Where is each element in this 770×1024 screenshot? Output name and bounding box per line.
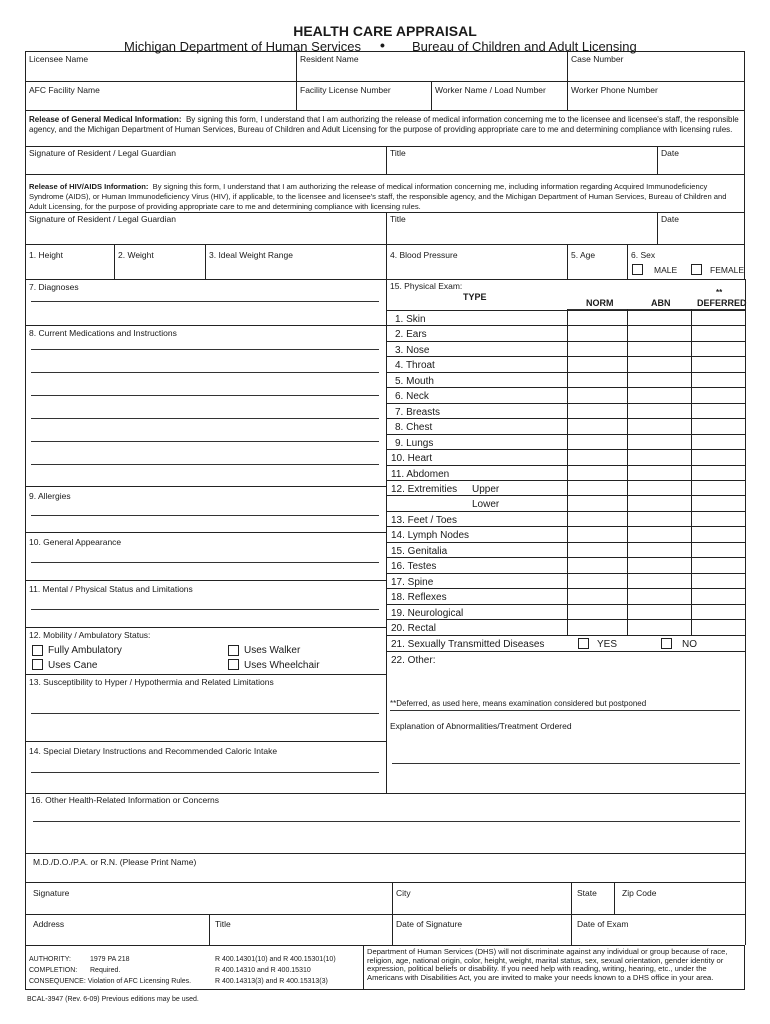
exam-row-divider xyxy=(386,511,745,512)
exam-row-divider xyxy=(386,356,745,357)
std-label: 21. Sexually Transmitted Diseases xyxy=(391,639,545,650)
medications-field[interactable]: 8. Current Medications and Instructions xyxy=(29,328,177,338)
exam-item[interactable]: 12. Extremities xyxy=(391,484,458,495)
release-general-text: Release of General Medical Information: By signing this form, I understand that I am authorizing the release of medical information concerning me to the licensee and licensee's staff, the responsible agency, and the Michigan Department of Human Services, Bureau of Children and Adult Licensing for the purpose of providing appropriate care to me and determining compliance with licensing rules. xyxy=(29,115,739,134)
exam-item[interactable]: 8. Chest xyxy=(395,422,433,433)
exam-item[interactable]: 16. Testes xyxy=(391,561,437,572)
exam-item[interactable]: 15. Genitalia xyxy=(391,546,448,557)
hiv-title-field[interactable]: Title xyxy=(390,214,406,224)
exam-row-divider xyxy=(386,588,745,589)
std-no-label: NO xyxy=(682,639,697,650)
exam-row-divider xyxy=(386,434,745,435)
resident-name-field[interactable]: Resident Name xyxy=(300,54,359,64)
hiv-date-field[interactable]: Date xyxy=(661,214,679,224)
norm-column-header: NORM xyxy=(586,298,614,308)
exam-row-divider xyxy=(386,372,745,373)
general-title-field[interactable]: Title xyxy=(390,148,406,158)
exam-row-divider xyxy=(386,495,745,496)
exam-item[interactable]: 1. Skin xyxy=(395,314,426,325)
other-health-info-field[interactable]: 16. Other Health-Related Information or Concerns xyxy=(31,795,220,805)
form-id: BCAL-3947 (Rev. 6-09) Previous editions may be used. xyxy=(27,996,199,1003)
extremities-lower-label: Lower xyxy=(472,499,500,510)
exam-row-divider xyxy=(386,449,745,450)
afc-facility-name-field[interactable]: AFC Facility Name xyxy=(29,85,100,95)
exam-item[interactable]: 5. Mouth xyxy=(395,376,434,387)
bureau-name: Bureau of Children and Adult Licensing xyxy=(412,39,637,54)
sex-label: 6. Sex xyxy=(631,250,656,260)
rule-1: R 400.14301(10) and R 400.15301(10) xyxy=(215,956,336,963)
case-number-field[interactable]: Case Number xyxy=(571,54,624,64)
general-signature-field[interactable]: Signature of Resident / Legal Guardian xyxy=(29,148,176,158)
hiv-signature-field[interactable]: Signature of Resident / Legal Guardian xyxy=(29,214,176,224)
bullet-separator: • xyxy=(380,37,385,53)
uses-wheelchair-checkbox[interactable] xyxy=(228,659,239,670)
exam-row-divider xyxy=(386,465,745,466)
fully-ambulatory-label: Fully Ambulatory xyxy=(48,645,122,656)
female-checkbox[interactable] xyxy=(691,264,702,275)
physician-signature-field[interactable]: Signature xyxy=(33,888,70,898)
exam-item[interactable]: 7. Breasts xyxy=(395,407,441,418)
male-label: MALE xyxy=(654,265,678,275)
physical-exam-label: 15. Physical Exam: xyxy=(390,281,463,291)
mental-physical-field[interactable]: 11. Mental / Physical Status and Limitations xyxy=(29,584,193,594)
deferred-star: ** xyxy=(716,288,723,297)
worker-name-load-field[interactable]: Worker Name / Load Number xyxy=(435,85,546,95)
exam-item[interactable]: 17. Spine xyxy=(391,577,434,588)
deferred-note: **Deferred, as used here, means examination considered but postponed xyxy=(390,699,647,708)
std-no-checkbox[interactable] xyxy=(661,638,672,649)
exam-row-divider xyxy=(386,604,745,605)
blood-pressure-field[interactable]: 4. Blood Pressure xyxy=(390,250,458,260)
rule-2: R 400.14310 and R 400.15310 xyxy=(215,967,311,974)
exam-row-divider xyxy=(386,418,745,419)
exam-row-divider xyxy=(386,526,745,527)
physician-title-field[interactable]: Title xyxy=(215,919,231,929)
exam-row-divider xyxy=(386,480,745,481)
mobility-label: 12. Mobility / Ambulatory Status: xyxy=(29,630,151,640)
authority-value: 1979 PA 218 xyxy=(90,956,130,963)
completion-label: COMPLETION: xyxy=(29,967,78,974)
diagnoses-field[interactable]: 7. Diagnoses xyxy=(29,282,79,292)
licensee-name-field[interactable]: Licensee Name xyxy=(29,54,89,64)
std-yes-checkbox[interactable] xyxy=(578,638,589,649)
exam-item[interactable]: 10. Heart xyxy=(391,453,433,464)
exam-item[interactable]: 9. Lungs xyxy=(395,438,434,449)
uses-cane-checkbox[interactable] xyxy=(32,659,43,670)
exam-row-divider xyxy=(386,310,745,311)
exam-item[interactable]: 6. Neck xyxy=(395,391,429,402)
physician-city-field[interactable]: City xyxy=(396,888,411,898)
deferred-column-header: DEFERRED xyxy=(697,298,747,308)
consequence-text: CONSEQUENCE: Violation of AFC Licensing Rules. xyxy=(29,978,192,985)
male-checkbox[interactable] xyxy=(632,264,643,275)
exam-row-divider xyxy=(386,573,745,574)
allergies-field[interactable]: 9. Allergies xyxy=(29,491,71,501)
weight-field[interactable]: 2. Weight xyxy=(118,250,154,260)
exam-item[interactable]: 11. Abdomen xyxy=(391,469,450,480)
exam-item[interactable]: 3. Nose xyxy=(395,345,430,356)
std-yes-label: YES xyxy=(597,639,618,650)
form-title: HEALTH CARE APPRAISAL xyxy=(293,23,477,39)
date-of-signature-field[interactable]: Date of Signature xyxy=(396,919,463,929)
height-field[interactable]: 1. Height xyxy=(29,250,64,260)
uses-walker-label: Uses Walker xyxy=(244,645,301,656)
completion-value: Required. xyxy=(90,967,121,974)
dietary-field[interactable]: 14. Special Dietary Instructions and Recommended Caloric Intake xyxy=(29,746,278,756)
exam-item[interactable]: 20. Rectal xyxy=(391,623,437,634)
age-field[interactable]: 5. Age xyxy=(571,250,596,260)
worker-phone-field[interactable]: Worker Phone Number xyxy=(571,85,658,95)
exam-item[interactable]: 19. Neurological xyxy=(391,608,464,619)
other-exam-field[interactable]: 22. Other: xyxy=(391,655,436,666)
exam-item[interactable]: 4. Throat xyxy=(395,360,435,371)
physician-zip-field[interactable]: Zip Code xyxy=(622,888,657,898)
exam-item[interactable]: 13. Feet / Toes xyxy=(391,515,457,526)
department-name: Michigan Department of Human Services xyxy=(124,39,361,54)
dhs-nondiscrimination-statement: Department of Human Services (DHS) will not discriminate against any individual or group because of race, religion, age, national origin, color, height, weight, marital status, sex, sexual orientation, gender identity or expression, political beliefs or disability. If you need help with reading, writing, hearing, etc., under the Americans with Disabilities Act, you are invited to make your needs known to a DHS office in your area. xyxy=(367,947,728,982)
release-hiv-text: Release of HIV/AIDS Information: By signing this form, I understand that I am authorizing the release of medical information concerning me, including information regarding Acquired Immunodeficiency Syndrome (AIDS), or Human Immunodeficiency Virus (HIV), if applicable, to the licensee and licensee's staff, the responsible agency, and the Michigan Department of Human Services, Bureau of Children and Adult Licensing, for the purpose of providing appropriate care to me and determining compliance with licensing rules. xyxy=(29,182,727,211)
general-appearance-field[interactable]: 10. General Appearance xyxy=(29,537,122,547)
exam-row-divider xyxy=(386,635,745,636)
physician-state-field[interactable]: State xyxy=(577,888,597,898)
uses-walker-checkbox[interactable] xyxy=(228,645,239,656)
exam-row-divider xyxy=(386,403,745,404)
extremities-upper-label: Upper xyxy=(472,484,500,495)
exam-row-divider xyxy=(386,341,745,342)
exam-row-divider xyxy=(386,619,745,620)
exam-item[interactable]: 2. Ears xyxy=(395,329,427,340)
uses-cane-label: Uses Cane xyxy=(48,660,98,671)
rule-3: R 400.14313(3) and R 400.15313(3) xyxy=(215,978,328,985)
exam-row-divider xyxy=(386,387,745,388)
date-of-exam-field[interactable]: Date of Exam xyxy=(577,919,629,929)
uses-wheelchair-label: Uses Wheelchair xyxy=(244,660,320,671)
susceptibility-field[interactable]: 13. Susceptibility to Hyper / Hypothermia and Related Limitations xyxy=(29,677,274,687)
exam-item[interactable]: 18. Reflexes xyxy=(391,592,447,603)
authority-label: AUTHORITY: xyxy=(29,956,72,963)
exam-row-divider xyxy=(386,325,745,326)
physician-print-name-field[interactable]: M.D./D.O./P.A. or R.N. (Please Print Name) xyxy=(33,857,197,867)
type-column-header: TYPE xyxy=(463,292,487,302)
exam-row-divider xyxy=(386,557,745,558)
abn-column-header: ABN xyxy=(651,298,671,308)
physician-address-field[interactable]: Address xyxy=(33,919,65,929)
general-date-field[interactable]: Date xyxy=(661,148,679,158)
exam-item[interactable]: 14. Lymph Nodes xyxy=(391,530,470,541)
facility-license-number-field[interactable]: Facility License Number xyxy=(300,85,391,95)
explanation-field[interactable]: Explanation of Abnormalities/Treatment Ordered xyxy=(390,721,572,731)
female-label: FEMALE xyxy=(710,265,745,275)
fully-ambulatory-checkbox[interactable] xyxy=(32,645,43,656)
exam-row-divider xyxy=(386,542,745,543)
ideal-weight-field[interactable]: 3. Ideal Weight Range xyxy=(209,250,293,260)
